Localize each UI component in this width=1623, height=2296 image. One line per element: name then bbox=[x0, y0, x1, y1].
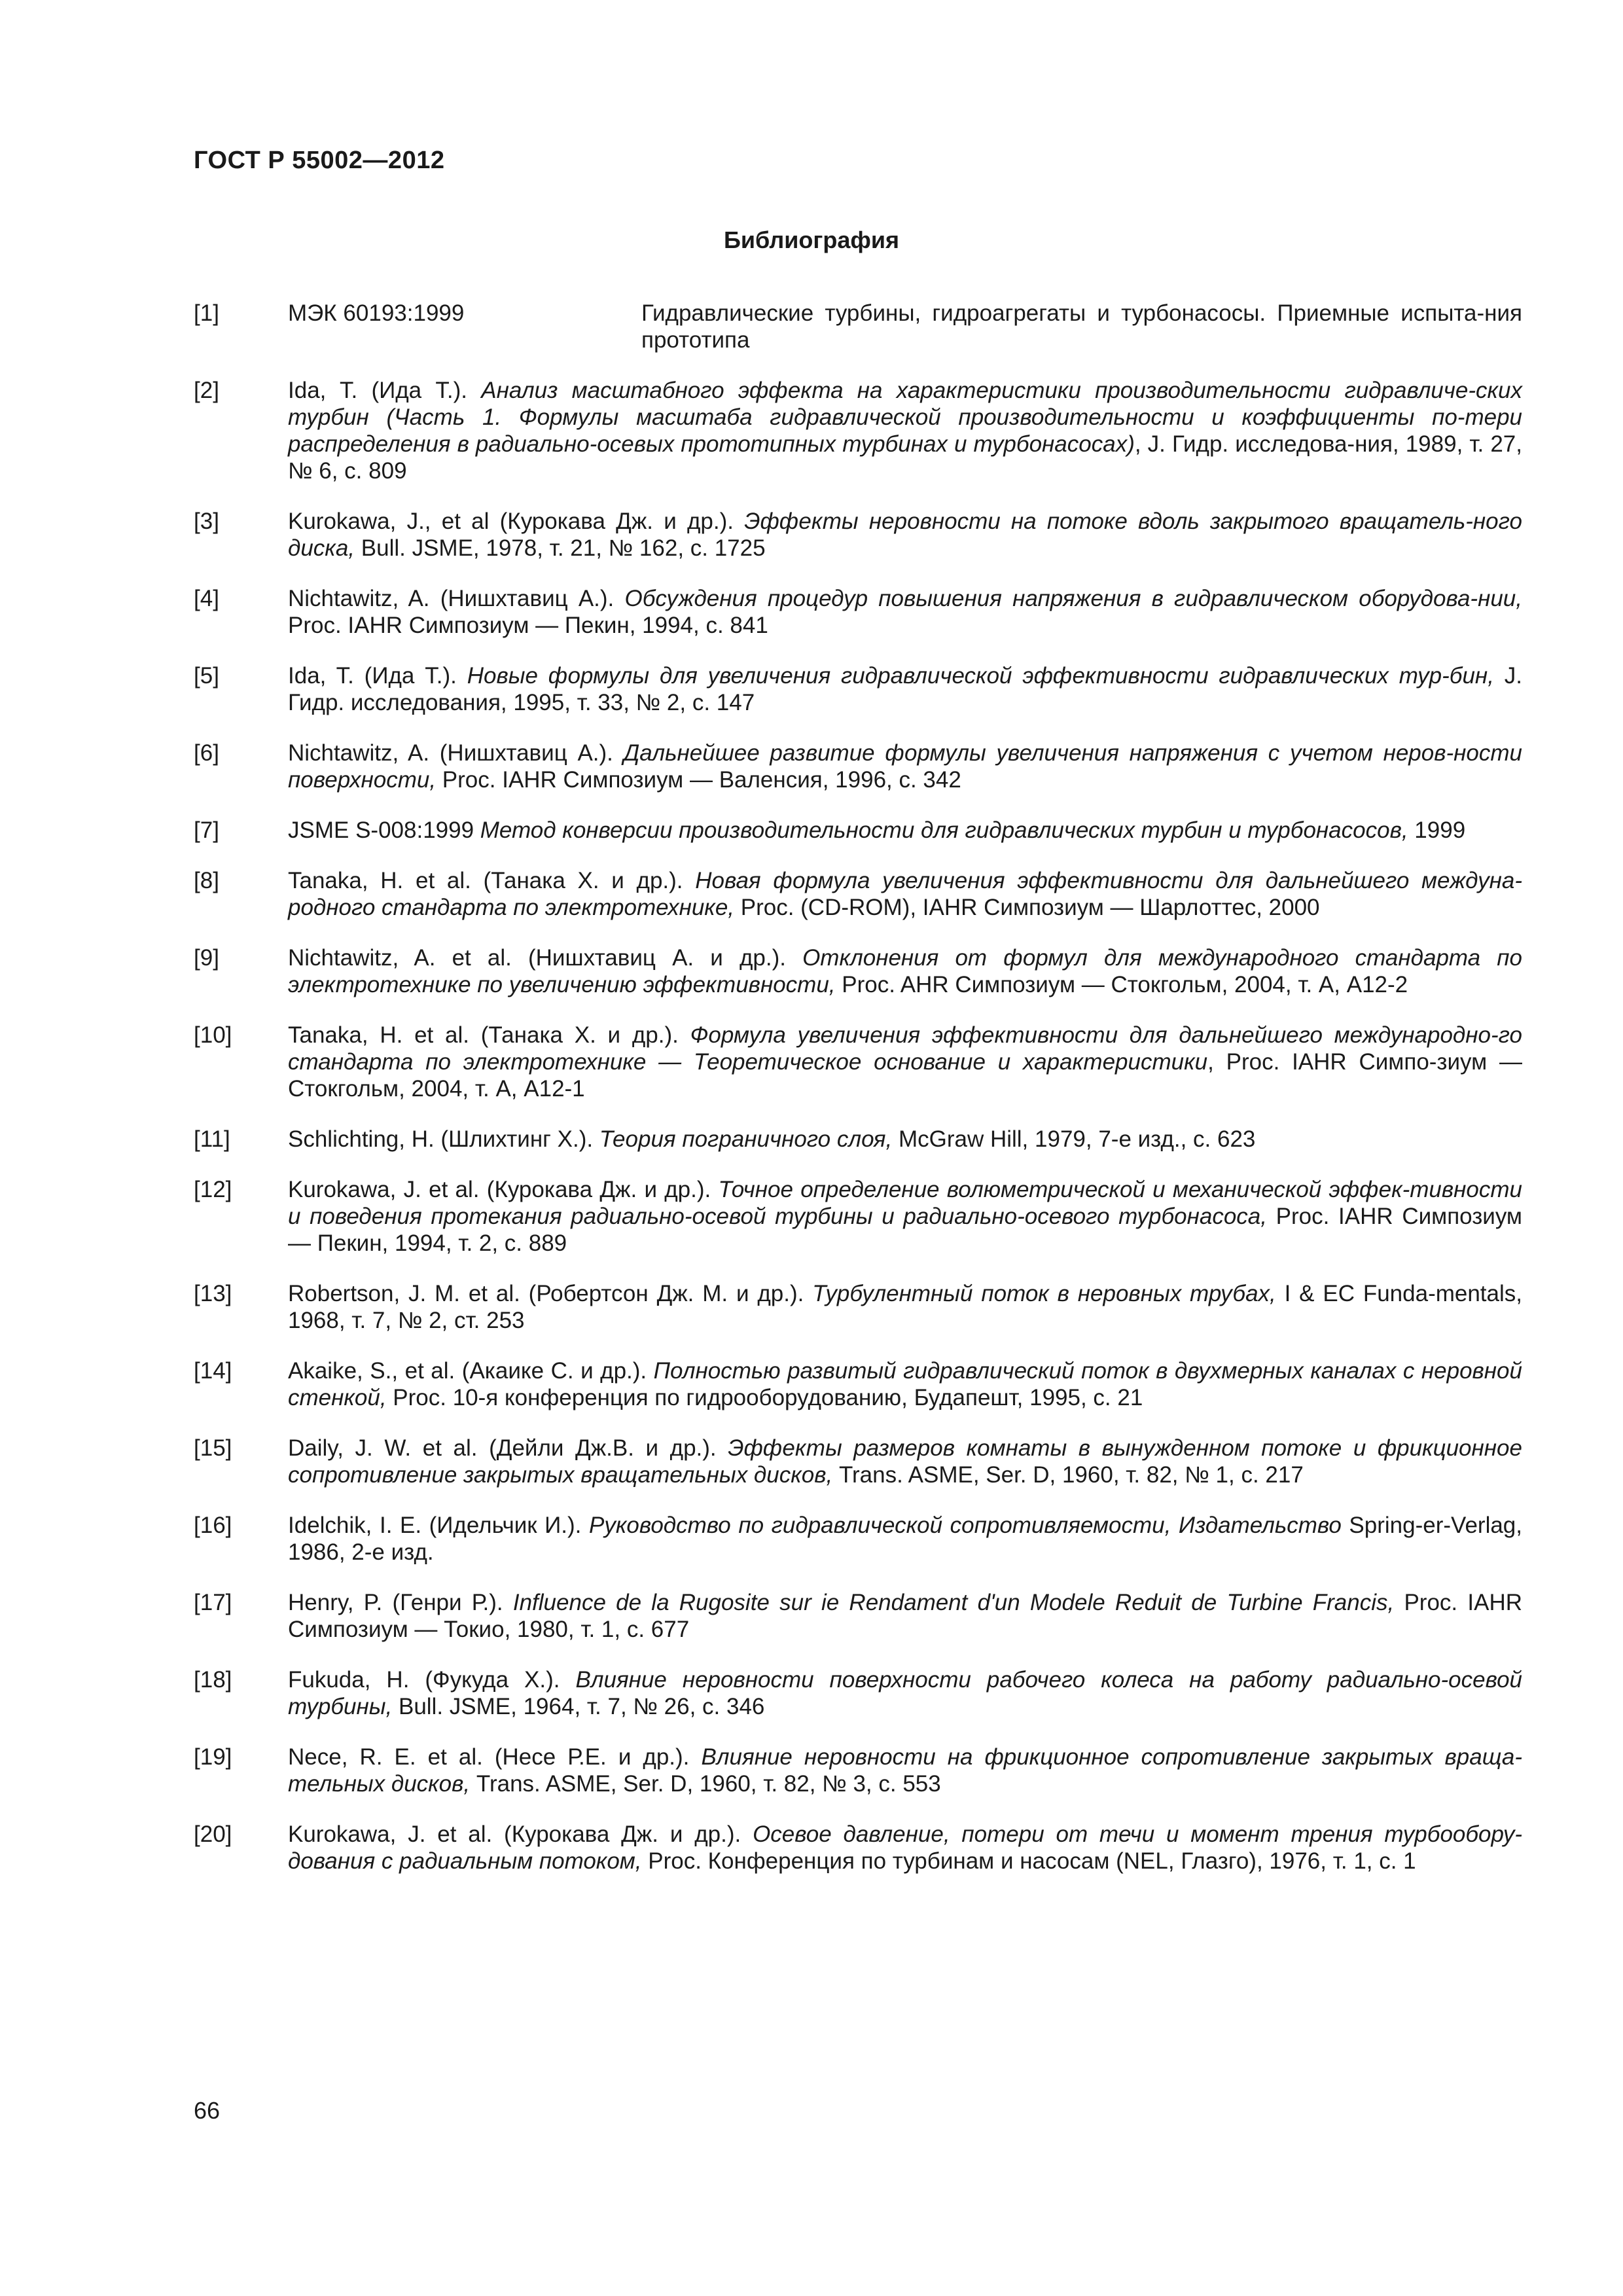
entry-text bbox=[288, 1176, 1522, 1257]
entry-text bbox=[288, 1821, 1522, 1874]
entry-source: Bull. JSME, 1978, т. 21, № 162, с. 1725 bbox=[355, 535, 766, 561]
bibliography-entry bbox=[194, 740, 1522, 793]
entry-author: Fukuda, H. (Фукуда Х.). bbox=[288, 1667, 576, 1693]
entry-number: [12] bbox=[194, 1177, 232, 1202]
entry-title: Формула увеличения эффективности для дальнейшего международно-го стандарта по электротехнике — Теоретическое основание и характеристики bbox=[288, 1022, 1522, 1075]
entry-number: [15] bbox=[194, 1435, 232, 1461]
bibliography-entry bbox=[194, 1126, 1522, 1153]
entry-title: Влияние неровности на фрикционное сопротивление закрытых враща-тельных дисков, bbox=[288, 1744, 1522, 1797]
entry-text bbox=[288, 1512, 1522, 1566]
entry-title: Анализ масштабного эффекта на характеристики производительности гидравличе-ских турбин (Часть 1. Формулы масштаба гидравлической производительности и коэффициенты по-тери распределения в радиально-осевых прототипных турбинах и турбонасосах) bbox=[288, 378, 1522, 457]
entry-author: Ida, T. (Ида Т.). bbox=[288, 663, 467, 689]
standard-code: МЭК 60193:1999 bbox=[288, 300, 465, 326]
entry-title: Турбулентный поток в неровных трубах, bbox=[812, 1281, 1276, 1306]
entry-text bbox=[288, 1022, 1522, 1102]
entry-text bbox=[288, 1435, 1522, 1488]
entry-source: Trans. ASME, Ser. D, 1960, т. 82, № 1, с. 217 bbox=[832, 1462, 1304, 1488]
entry-title: Обсуждения процедур повышения напряжения в гидравлическом оборудова-нии, bbox=[624, 586, 1522, 611]
entry-number: [4] bbox=[194, 586, 219, 611]
bibliography-entry bbox=[194, 1022, 1522, 1102]
bibliography-title: Библиография bbox=[724, 226, 899, 253]
entry-source: Proc. AHR Симпозиум — Стокгольм, 2004, т. А, А12-2 bbox=[835, 972, 1408, 997]
entry-source: Trans. ASME, Ser. D, 1960, т. 82, № 3, с. 553 bbox=[470, 1771, 941, 1797]
entry-text bbox=[288, 508, 1522, 562]
entry-source: J. Гидр. исследования, 1995, т. 33, № 2, с. 147 bbox=[288, 663, 1523, 715]
bibliography-list bbox=[194, 300, 1522, 1898]
entry-author: Akaike, S., et al. (Акаике С. и др.). bbox=[288, 1358, 654, 1384]
entry-source: Proc. IAHR Симпозиум — Пекин, 1994, т. 2, с. 889 bbox=[288, 1204, 1522, 1256]
entry-title: Точное определение волюметрической и механической эффек-тивности и поведения протекания радиально-осевой турбины и радиально-осевого турбонасоса, bbox=[288, 1177, 1522, 1229]
entry-text bbox=[288, 1280, 1522, 1334]
bibliography-entry bbox=[194, 377, 1522, 484]
entry-title: Метод конверсии производительности для гидравлических турбин и турбонасосов, bbox=[480, 817, 1408, 843]
entry-title: Influence de la Rugosite sur ie Rendament d'un Modele Reduit de Turbine Francis, bbox=[512, 1590, 1395, 1615]
bibliography-entry bbox=[194, 1666, 1522, 1720]
entry-text bbox=[288, 1666, 1522, 1720]
entry-title: Эффекты размеров комнаты в вынужденном потоке и фрикционное сопротивление закрытых вращательных дисков, bbox=[288, 1435, 1522, 1488]
entry-source: , J. Гидр. исследова-ния, 1989, т. 27, № 6, с. 809 bbox=[288, 431, 1522, 484]
entry-text bbox=[288, 740, 1522, 793]
entry-number: [10] bbox=[194, 1022, 232, 1048]
entry-title: Дальнейшее развитие формулы увеличения напряжения с учетом неров-ности поверхности, bbox=[288, 740, 1523, 793]
entry-author: Nichtawitz, A. et al. (Нишхтавиц А. и др.). bbox=[288, 945, 803, 971]
entry-text bbox=[288, 944, 1522, 998]
entry-author: Nichtawitz, A. (Нишхтавиц А.). bbox=[288, 586, 625, 611]
bibliography-entry bbox=[194, 1280, 1522, 1334]
entry-number: [18] bbox=[194, 1667, 232, 1693]
entry-text bbox=[288, 1589, 1522, 1643]
entry-author: Robertson, J. M. et al. (Робертсон Дж. М. и др.). bbox=[288, 1281, 813, 1306]
bibliography-entry bbox=[194, 1357, 1522, 1411]
entry-title: Руководство по гидравлической сопротивляемости, Издательство bbox=[588, 1513, 1342, 1538]
entry-text bbox=[288, 662, 1522, 716]
bibliography-entry bbox=[194, 508, 1522, 562]
bibliography-entry bbox=[194, 300, 1522, 353]
entry-number: [11] bbox=[194, 1126, 230, 1152]
entry-source: Spring-er-Verlag, 1986, 2-е изд. bbox=[288, 1513, 1522, 1565]
entry-author: Kurokawa, J. et al. (Курокава Дж. и др.). bbox=[288, 1177, 719, 1202]
entry-number: [6] bbox=[194, 740, 219, 766]
bibliography-entry bbox=[194, 817, 1522, 844]
bibliography-entry bbox=[194, 662, 1522, 716]
entry-number: [14] bbox=[194, 1358, 232, 1384]
entry-author: Ida, T. (Ида Т.). bbox=[288, 378, 482, 403]
entry-title: Влияние неровности поверхности рабочего колеса на работу радиально-осевой турбины, bbox=[288, 1667, 1522, 1719]
entry-title: Теория пограничного слоя, bbox=[599, 1126, 893, 1152]
entry-text bbox=[288, 1744, 1522, 1797]
bibliography-entry bbox=[194, 1589, 1522, 1643]
entry-source: Proc. (CD-ROM), IAHR Симпозиум — Шарлоттес, 2000 bbox=[734, 895, 1320, 920]
bibliography-entry bbox=[194, 1176, 1522, 1257]
entry-author: Henry, P. (Генри Р.). bbox=[288, 1590, 513, 1615]
bibliography-entry bbox=[194, 1744, 1522, 1797]
bibliography-entry bbox=[194, 585, 1522, 639]
entry-number: [2] bbox=[194, 378, 219, 403]
entry-number: [13] bbox=[194, 1281, 232, 1306]
entry-title: Новые формулы для увеличения гидравлической эффективности гидравлических тур-бин, bbox=[467, 663, 1494, 689]
entry-author: Nece, R. E. et al. (Несе Р.Е. и др.). bbox=[288, 1744, 702, 1770]
entry-number: [19] bbox=[194, 1744, 232, 1770]
entry-text bbox=[288, 817, 1522, 844]
entry-source: , Proc. IAHR Симпо-зиум — Стокгольм, 2004, т. А, А12-1 bbox=[288, 1049, 1522, 1102]
entry-text bbox=[288, 1357, 1522, 1411]
entry-title: Отклонения от формул для международного стандарта по электротехнике по увеличению эффективности, bbox=[288, 945, 1522, 997]
entry-author: JSME S-008:1999 bbox=[288, 817, 480, 843]
entry-text bbox=[288, 1126, 1522, 1153]
entry-source: Proc. 10-я конференция по гидрооборудованию, Будапешт, 1995, с. 21 bbox=[386, 1385, 1143, 1410]
entry-text bbox=[288, 585, 1522, 639]
bibliography-entry bbox=[194, 1821, 1522, 1874]
entry-number: [1] bbox=[194, 300, 219, 326]
entry-number: [20] bbox=[194, 1821, 232, 1847]
entry-source: I & EC Funda-mentals, 1968, т. 7, № 2, ст. 253 bbox=[288, 1281, 1523, 1333]
entry-title: Полностью развитый гидравлический поток в двухмерных каналах с неровной стенкой, bbox=[288, 1358, 1522, 1410]
entry-number: [7] bbox=[194, 817, 219, 843]
entry-source: 1999 bbox=[1408, 817, 1466, 843]
entry-author: Daily, J. W. et al. (Дейли Дж.В. и др.). bbox=[288, 1435, 728, 1461]
entry-author: Tanaka, H. et al. (Танака Х. и др.). bbox=[288, 868, 696, 893]
entry-author: Idelchik, I. E. (Идельчик И.). bbox=[288, 1513, 589, 1538]
entry-source: Proc. IAHR Симпозиум — Токио, 1980, т. 1, с. 677 bbox=[288, 1590, 1522, 1642]
entry-number: [3] bbox=[194, 509, 219, 534]
entry-source: McGraw Hill, 1979, 7-е изд., с. 623 bbox=[892, 1126, 1256, 1152]
entry-author: Nichtawitz, A. (Нишхтавиц А.). bbox=[288, 740, 624, 766]
bibliography-entry bbox=[194, 944, 1522, 998]
entry-title: Новая формула увеличения эффективности для дальнейшего междуна-родного стандарта по электротехнике, bbox=[288, 868, 1522, 920]
entry-title: Эффекты неровности на потоке вдоль закрытого вращатель-ного диска, bbox=[288, 509, 1522, 561]
bibliography-entry bbox=[194, 1512, 1522, 1566]
entry-author: Schlichting, H. (Шлихтинг Х.). bbox=[288, 1126, 599, 1152]
entry-number: [5] bbox=[194, 663, 219, 689]
entry-text bbox=[288, 867, 1522, 921]
entry-text bbox=[288, 377, 1522, 484]
page-number: 66 bbox=[194, 2097, 221, 2124]
entry-number: [9] bbox=[194, 945, 219, 971]
entry-author: Tanaka, H. et al. (Танака Х. и др.). bbox=[288, 1022, 690, 1048]
entry-number: [8] bbox=[194, 868, 219, 893]
entry-author: Kurokawa, J., et al (Курокава Дж. и др.). bbox=[288, 509, 745, 534]
entry-number: [16] bbox=[194, 1513, 232, 1538]
entry-title: Осевое давление, потери от течи и момент трения турбообору-дования с радиальным потоком, bbox=[288, 1821, 1522, 1874]
bibliography-entry bbox=[194, 867, 1522, 921]
entry-source: Proc. IAHR Симпозиум — Пекин, 1994, с. 841 bbox=[288, 613, 768, 638]
standard-description: Гидравлические турбины, гидроагрегаты и турбонасосы. Приемные испыта-ния прототипа bbox=[641, 300, 1522, 353]
entry-source: Bull. JSME, 1964, т. 7, № 26, с. 346 bbox=[392, 1694, 765, 1719]
bibliography-entry bbox=[194, 1435, 1522, 1488]
entry-source: Proc. Конференция по турбинам и насосам (NEL, Глазго), 1976, т. 1, с. 1 bbox=[641, 1848, 1416, 1874]
entry-source: Proc. IAHR Симпозиум — Валенсия, 1996, с. 342 bbox=[436, 767, 961, 793]
entry-number: [17] bbox=[194, 1590, 232, 1615]
document-code-header: ГОСТ Р 55002—2012 bbox=[194, 147, 445, 174]
entry-author: Kurokawa, J. et al. (Курокава Дж. и др.). bbox=[288, 1821, 753, 1847]
